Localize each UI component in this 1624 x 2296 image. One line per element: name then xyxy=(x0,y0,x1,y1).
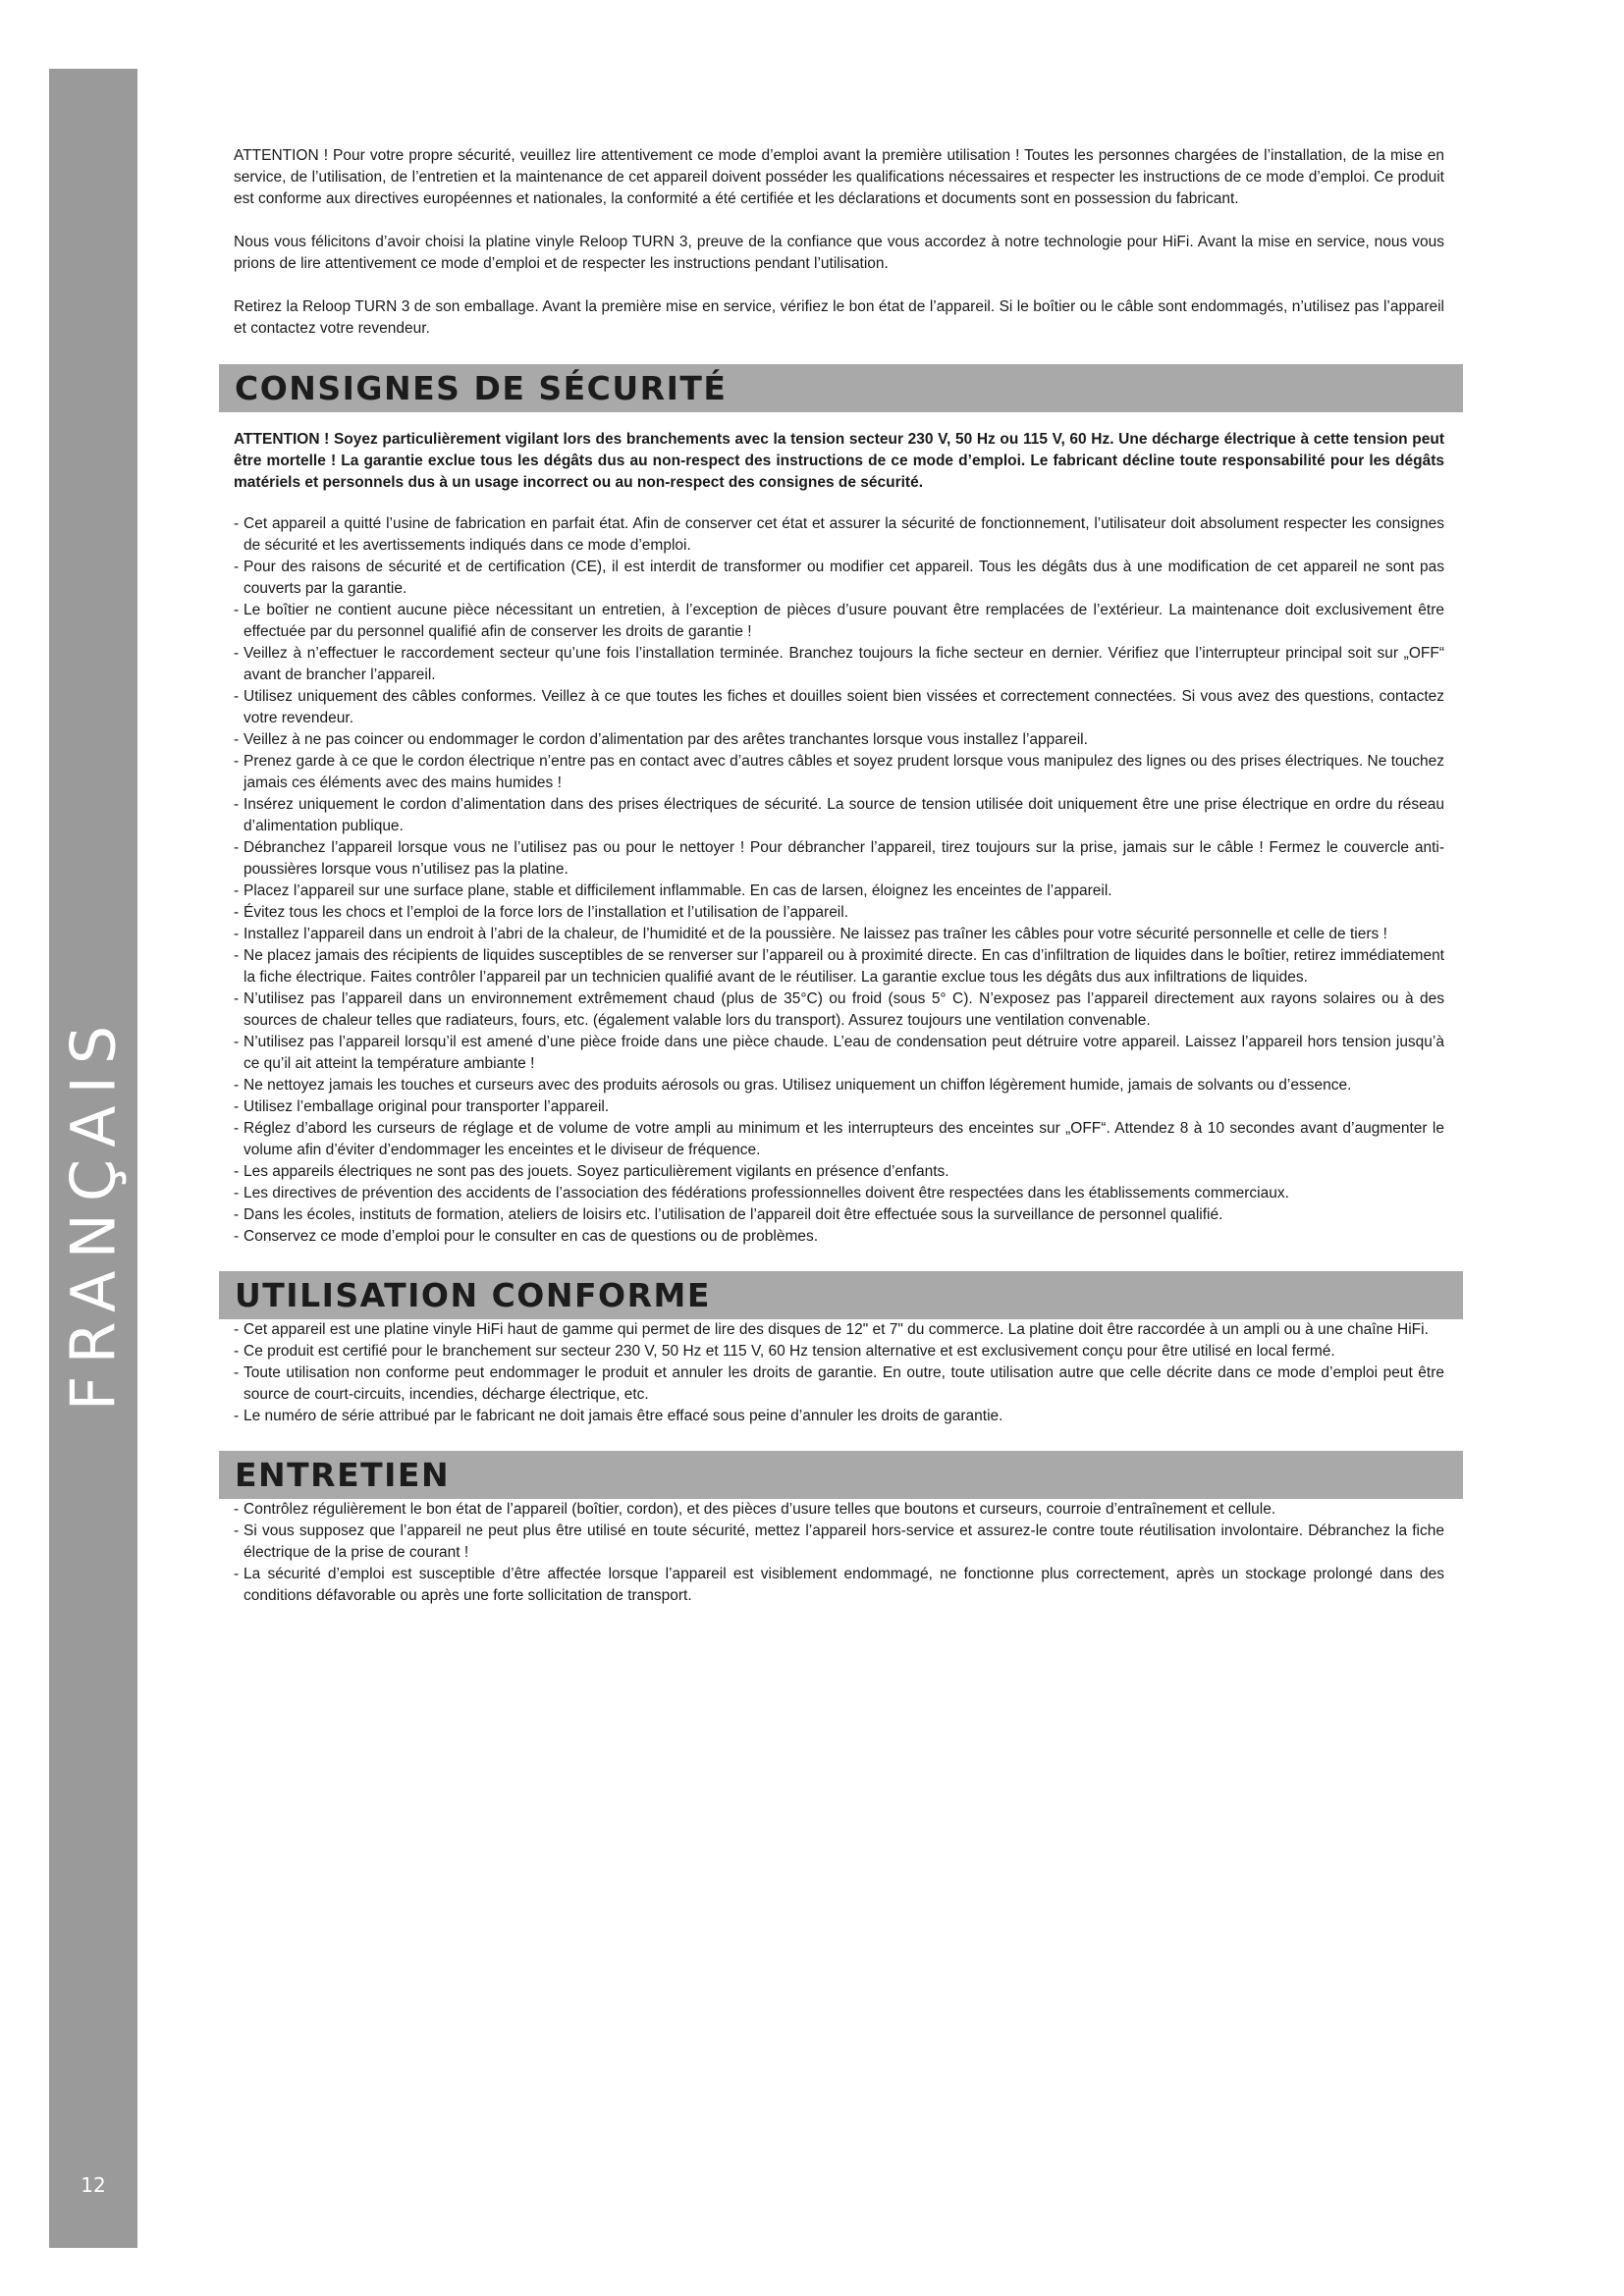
list-item: - Utilisez uniquement des câbles conformes. Veillez à ce que toutes les fiches et douilles soient bien vissées et correctement connectées. Si vous avez des questions, contactez votre revendeur. xyxy=(234,686,1444,729)
list-item: - Cet appareil a quitté l’usine de fabrication en parfait état. Afin de conserver cet état et assurer la sécurité de fonctionnement, l’utilisateur doit absolument respecter les consignes de sécurité et les avertissements indiqués dans ce mode d’emploi. xyxy=(234,513,1444,557)
list-item: - Ne placez jamais des récipients de liquides susceptibles de se renverser sur l’appareil ou à proximité directe. En cas d’infiltration de liquides dans le boîtier, retirez immédiatement la fiche électrique. Faites contrôler l’appareil par un technicien qualifié avant de le réutiliser. La garantie exclue tous les dégâts dus aux infiltrations de liquides. xyxy=(234,945,1444,988)
section-header-maintenance xyxy=(219,1451,1463,1499)
safety-list xyxy=(234,513,1444,1248)
list-item: - N’utilisez pas l’appareil lorsqu’il est amené d’une pièce froide dans une pièce chaude. L’eau de condensation peut détruire votre appareil. Laissez l’appareil hors tension jusqu’à ce qu’il ait atteint la température ambiante ! xyxy=(234,1032,1444,1075)
list-item: - Dans les écoles, instituts de formation, ateliers de loisirs etc. l’utilisation de l’appareil doit être effectuée sous la surveillance de personnel qualifié. xyxy=(234,1204,1444,1226)
list-item: - Veillez à n’effectuer le raccordement secteur qu’une fois l’installation terminée. Branchez toujours la fiche secteur en dernier. Vérifiez que l’interrupteur principal soit sur „OFF“ avant de brancher l’appareil. xyxy=(234,643,1444,686)
list-item: - Contrôlez régulièrement le bon état de l’appareil (boîtier, cordon), et des pièces d’usure telles que boutons et curseurs, courroie d’entraînement et cellule. xyxy=(234,1499,1444,1521)
intro-paragraph: ATTENTION ! Pour votre propre sécurité, veuillez lire attentivement ce mode d’emploi avant la première utilisation ! Toutes les personnes chargées de l’installation, de la mise en service, de l’utilisation, de l’entretien et la maintenance de cet appareil doivent posséder les qualifications nécessaires et respecter les instructions de ce mode d’emploi. Ce produit est conforme aux directives européennes et nationales, la conformité a été certifiée et les déclarations et documents sont en possession du fabricant. xyxy=(234,147,1444,207)
intro-paragraph: Nous vous félicitons d’avoir choisi la platine vinyle Reloop TURN 3, preuve de la confiance que vous accordez à notre technologie pour HiFi. Avant la mise en service, nous vous prions de lire attentivement ce mode d’emploi et de respecter les instructions pendant l’utilisation. xyxy=(234,234,1444,272)
section-header-safety xyxy=(219,364,1463,412)
language-label: FRANÇAIS xyxy=(57,1013,130,1412)
maintenance-list xyxy=(234,1499,1444,1607)
list-item: - Ce produit est certifié pour le branchement sur secteur 230 V, 50 Hz et 115 V, 60 Hz tension alternative et est exclusivement conçu pour être utilisé en local fermé. xyxy=(234,1341,1444,1362)
list-item: - Ne nettoyez jamais les touches et curseurs avec des produits aérosols ou gras. Utilisez uniquement un chiffon légèrement humide, jamais de solvants ou d’essence. xyxy=(234,1075,1444,1096)
list-item: - Prenez garde à ce que le cordon électrique n’entre pas en contact avec d’autres câbles et soyez prudent lorsque vous manipulez des lignes ou des prises électriques. Ne touchez jamais ces éléments avec des mains humides ! xyxy=(234,751,1444,794)
list-item: - Si vous supposez que l’appareil ne peut plus être utilisé en toute sécurité, mettez l’appareil hors-service et assurez-le contre toute réutilisation involontaire. Débranchez la fiche électrique de la prise de courant ! xyxy=(234,1521,1444,1564)
list-item: - La sécurité d’emploi est susceptible d’être affectée lorsque l’appareil est visiblement endommagé, ne fonctionne plus correctement, après un stockage prolongé dans des conditions défavorable ou après une forte sollicitation de transport. xyxy=(234,1564,1444,1607)
list-item: - Cet appareil est une platine vinyle HiFi haut de gamme qui permet de lire des disques de 12" et 7" du commerce. La platine doit être raccordée à un ampli ou à une chaîne HiFi. xyxy=(234,1319,1444,1341)
list-item: - Conservez ce mode d’emploi pour le consulter en cas de questions ou de problèmes. xyxy=(234,1226,1444,1248)
page-content xyxy=(234,145,1444,1607)
list-item: - Placez l’appareil sur une surface plane, stable et difficilement inflammable. En cas de larsen, éloignez les enceintes de l’appareil. xyxy=(234,881,1444,902)
list-item: - Toute utilisation non conforme peut endommager le produit et annuler les droits de garantie. En outre, toute utilisation autre que celle décrite dans ce mode d’emploi peut être source de court-circuits, incendies, décharge électrique, etc. xyxy=(234,1362,1444,1406)
list-item: - Le boîtier ne contient aucune pièce nécessitant un entretien, à l’exception de pièces d’usure pouvant être remplacées de l’extérieur. La maintenance doit exclusivement être effectuée par du personnel qualifié afin de conserver les droits de garantie ! xyxy=(234,600,1444,643)
list-item: - Insérez uniquement le cordon d’alimentation dans des prises électriques de sécurité. La source de tension utilisée doit uniquement être une prise électrique en ordre du réseau d’alimentation publique. xyxy=(234,794,1444,837)
list-item: - Installez l’appareil dans un endroit à l’abri de la chaleur, de l’humidité et de la poussière. Ne laissez pas traîner les câbles pour votre sécurité personnelle et celle de tiers ! xyxy=(234,924,1444,945)
list-item: - Utilisez l’emballage original pour transporter l’appareil. xyxy=(234,1096,1444,1118)
safety-warning: ATTENTION ! Soyez particulièrement vigilant lors des branchements avec la tension secteur 230 V, 50 Hz ou 115 V, 60 Hz. Une décharge électrique à cette tension peut être mortelle ! La garantie exclue tous les dégâts dus au non-respect des instructions de ce mode d’emploi. Le fabricant décline toute responsabilité pour les dégâts matériels et personnels dus à un usage incorrect ou au non-respect des consignes de sécurité. xyxy=(234,431,1444,491)
list-item: - N’utilisez pas l’appareil dans un environnement extrêmement chaud (plus de 35°C) ou froid (sous 5° C). N’exposez pas l’appareil directement aux rayons solaires ou à des sources de chaleur telles que radiateurs, fours, etc. (également valable lors du transport). Assurez toujours une ventilation convenable. xyxy=(234,988,1444,1032)
list-item: - Veillez à ne pas coincer ou endommager le cordon d’alimentation par des arêtes tranchantes lorsque vous installez l’appareil. xyxy=(234,729,1444,751)
section-header-usage xyxy=(219,1271,1463,1319)
list-item: - Débranchez l’appareil lorsque vous ne l’utilisez pas ou pour le nettoyer ! Pour débrancher l’appareil, tirez toujours sur la prise, jamais sur le câble ! Fermez le couvercle anti-poussières lorsque vous n’utilisez pas la platine. xyxy=(234,837,1444,881)
intro-paragraph: Retirez la Reloop TURN 3 de son emballage. Avant la première mise en service, vérifiez le bon état de l’appareil. Si le boîtier ou le câble sont endommagés, n’utilisez pas l’appareil et contactez votre revendeur. xyxy=(234,298,1444,337)
list-item: - Évitez tous les chocs et l’emploi de la force lors de l’installation et l’utilisation de l’appareil. xyxy=(234,902,1444,924)
page-number: 12 xyxy=(81,2173,106,2197)
list-item: - Pour des raisons de sécurité et de certification (CE), il est interdit de transformer ou modifier cet appareil. Tous les dégâts dus à une modification de cet appareil ne sont pas couverts par la garantie. xyxy=(234,557,1444,600)
list-item: - Réglez d’abord les curseurs de réglage et de volume de votre ampli au minimum et les interrupteurs des enceintes sur „OFF“. Attendez 8 à 10 secondes avant d’augmenter le volume afin d’éviter d’endommager les enceintes et le diviseur de fréquence. xyxy=(234,1118,1444,1161)
usage-list xyxy=(234,1319,1444,1427)
list-item: - Les appareils électriques ne sont pas des jouets. Soyez particulièrement vigilants en présence d’enfants. xyxy=(234,1161,1444,1183)
section-title: CONSIGNES DE SÉCURITÉ xyxy=(235,368,728,407)
list-item: - Les directives de prévention des accidents de l’association des fédérations professionnelles doivent être respectées dans les établissements commerciaux. xyxy=(234,1183,1444,1204)
list-item: - Le numéro de série attribué par le fabricant ne doit jamais être effacé sous peine d’annuler les droits de garantie. xyxy=(234,1406,1444,1427)
section-title: ENTRETIEN xyxy=(235,1455,451,1494)
section-title: UTILISATION CONFORME xyxy=(235,1275,711,1314)
